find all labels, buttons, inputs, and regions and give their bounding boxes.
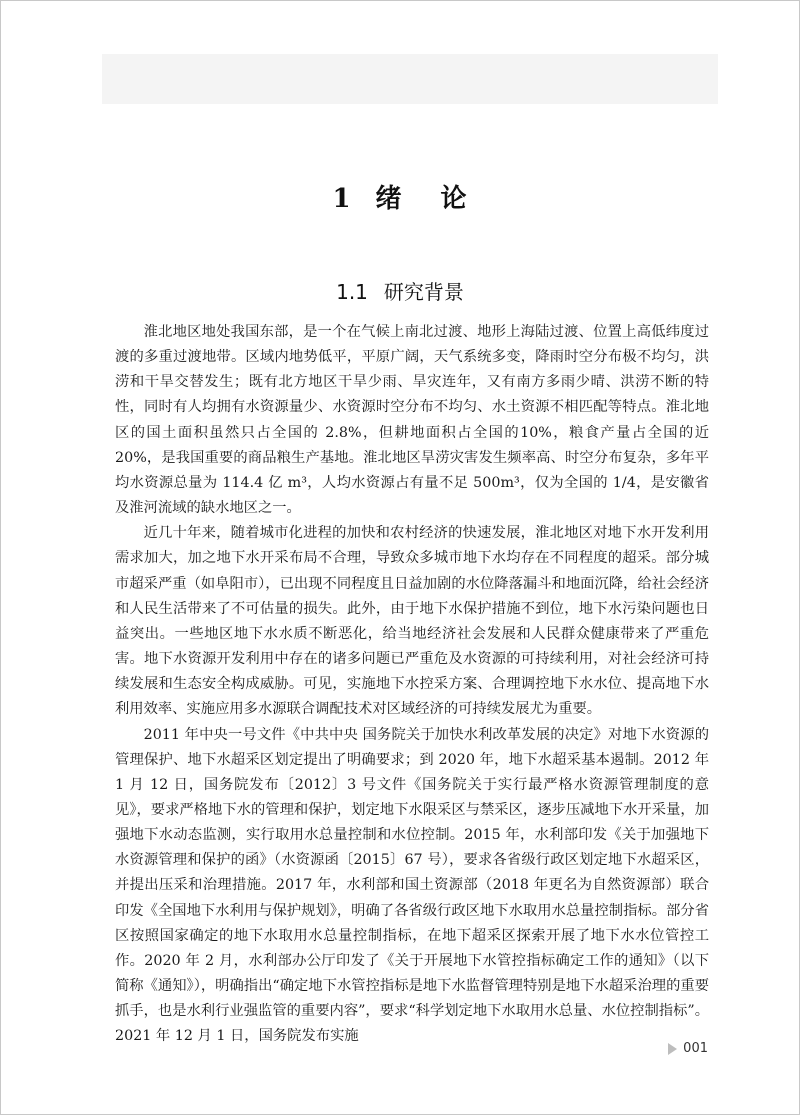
chapter-number: 1 — [332, 184, 352, 214]
chapter-title — [0, 178, 800, 215]
section-title-text: 研究背景 — [383, 280, 464, 304]
paragraph: 淮北地区地处我国东部，是一个在气候上南北过渡、地形上海陆过渡、位置上高低纬度过渡的多重过渡地带。区域内地势低平，平原广阔，天气系统多变，降雨时空分布极不均匀，洪涝和干旱交替发生；既有北方地区干旱少雨、旱灾连年，又有南方多雨少晴、洪涝不断的特性，同时有人均拥有水资源量少、水资源时空分布不均匀、水土资源不相匹配等特点。淮北地区的国土面积虽然只占全国的 2.8%，但耕地面积占全国的10%，粮食产量占全国的近 20%，是我国重要的商品粮生产基地。淮北地区旱涝灾害发生频率高、时空分布复杂，多年平均水资源总量为 114.4 亿 m³，人均水资源占有量不足 500m³，仅为全国的 1/4，是安徽省及淮河流域的缺水地区之一。 — [115, 324, 709, 517]
paragraph: 近几十年来，随着城市化进程的加快和农村经济的快速发展，淮北地区对地下水开发利用需求加大，加之地下水开采布局不合理，导致众多城市地下水均存在不同程度的超采。部分城市超采严重（如阜阳市），已出现不同程度且日益加剧的水位降落漏斗和地面沉降，给社会经济和人民生活带来了不可估量的损失。此外，由于地下水保护措施不到位，地下水污染问题也日益突出。一些地区地下水水质不断恶化，给当地经济社会发展和人民群众健康带来了严重危害。地下水资源开发利用中存在的诸多问题已严重危及水资源的可持续利用，对社会经济可持续发展和生态安全构成威胁。可见，实施地下水控采方案、合理调控地下水水位、提高地下水利用效率、实施应用多水源联合调配技术对区域经济的可持续发展尤为重要。 — [115, 525, 709, 718]
chapter-title-char-2: 论 — [440, 184, 468, 214]
chapter-title-char-1: 绪 — [375, 184, 403, 214]
page-number: 001 — [683, 1041, 708, 1056]
page-arrow-icon — [668, 1043, 677, 1055]
section-title — [0, 276, 800, 305]
header-band — [102, 54, 718, 104]
body-text — [115, 320, 709, 1050]
page-footer — [668, 1041, 708, 1056]
paragraph: 2011 年中央一号文件《中共中央 国务院关于加快水利改革发展的决定》对地下水资源的管理保护、地下水超采区划定提出了明确要求；到 2020 年，地下水超采基本遏制。2012 年 1 月 12 日，国务院发布〔2012〕3 号文件《国务院关于实行最严格水资源管理制度的意见》，要求严格地下水的管理和保护，划定地下水限采区与禁采区，逐步压减地下水开采量，加强地下水动态监测，实行取用水总量控制和水位控制。2015 年，水利部印发《关于加强地下水资源管理和保护的函》（水资源函〔2015〕67 号），要求各省级行政区划定地下水超采区，并提出压采和治理措施。2017 年，水利部和国土资源部（2018 年更名为自然资源部）联合印发《全国地下水利用与保护规划》，明确了各省级行政区地下水取用水总量控制指标。部分省区按照国家确定的地下水取用水总量控制指标，在地下超采区探索开展了地下水水位管控工作。2020 年 2 月，水利部办公厅印发了《关于开展地下水管控指标确定工作的通知》（以下简称《通知》），明确指出“确定地下水管控指标是地下水监督管理特别是地下水超采治理的重要抓手，也是水利行业强监管的重要内容”，要求“科学划定地下水取用水总量、水位控制指标”。2021 年 12 月 1 日，国务院发布实施 — [115, 726, 709, 1045]
section-number: 1.1 — [336, 280, 368, 304]
